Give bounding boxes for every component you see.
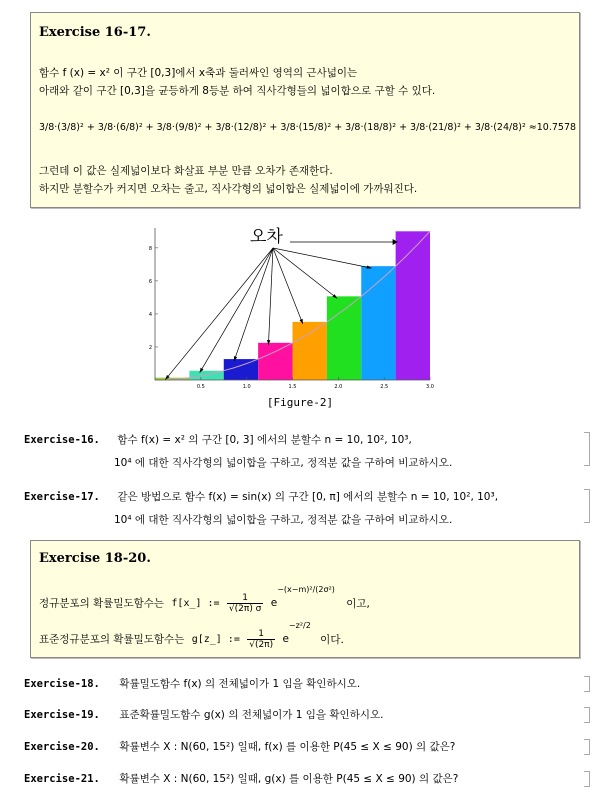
y-tick-label: 4 bbox=[148, 311, 152, 318]
chart-bar bbox=[361, 266, 395, 380]
riemann-sum-formula: 3/8·(3/8)² + 3/8·(6/8)² + 3/8·(9/8)² + 3/8·(12/8)² + 3/8·(15/8)² + 3/8·(18/8)² + 3/8·(21/8)² + 3/8·(24/8)² ≈10.7578 bbox=[39, 122, 577, 133]
box-title: Exercise 18-20. bbox=[39, 551, 151, 566]
exercise-17 bbox=[24, 489, 498, 504]
x-tick-label: 1.5 bbox=[288, 384, 297, 390]
error-annotation: 오차 bbox=[250, 227, 283, 247]
exercise-label: Exercise-21. bbox=[24, 773, 100, 785]
cell-bracket[interactable] bbox=[584, 676, 590, 692]
frac-den: √(2π) bbox=[249, 639, 274, 650]
intro-line-2: 아래와 같이 구간 [0,3]을 균등하게 8등분 하여 직사각형들의 넓이합으로 구할 수 있다. bbox=[39, 85, 436, 97]
exercise-label: Exercise-20. bbox=[24, 741, 100, 753]
std-prefix: 표준정규분포의 확률밀도함수는 bbox=[39, 633, 185, 646]
cell-bracket[interactable] bbox=[584, 771, 590, 787]
std-suffix: 이다. bbox=[320, 633, 344, 646]
cell-bracket[interactable] bbox=[584, 432, 590, 466]
exp-base: e bbox=[282, 633, 289, 645]
exercise-label: Exercise-16. bbox=[24, 434, 100, 446]
cell-bracket[interactable] bbox=[584, 707, 590, 723]
x-tick-label: 3.0 bbox=[426, 384, 434, 390]
chart-bar bbox=[258, 343, 292, 380]
pdf-suffix: 이고, bbox=[346, 597, 370, 610]
exercise-text: 함수 f(x) = x² 의 구간 [0, 3] 에서의 분할수 n = 10, 10², 10³, bbox=[117, 434, 412, 446]
exercise-text: 10⁴ 에 대한 직사각형의 넓이합을 구하고, 정적분 값을 구하여 비교하시오. bbox=[114, 514, 453, 526]
y-tick-label: 6 bbox=[148, 278, 152, 285]
exercise-text: 확률변수 X : N(60, 15²) 일때, f(x) 를 이용한 P(45 ≤ X ≤ 90) 의 값은? bbox=[119, 741, 456, 753]
pdf-prefix: 정규분포의 확률밀도함수는 bbox=[39, 597, 165, 610]
exercise-20 bbox=[24, 739, 455, 754]
error-arrow bbox=[273, 248, 372, 268]
intro-line-1: 함수 f (x) = x² 이 구간 [0,3]에서 x축과 둘러싸인 영역의 근사넓이는 bbox=[39, 67, 358, 79]
exercise-21 bbox=[24, 771, 458, 786]
exercise-17-cont bbox=[114, 512, 452, 527]
exercise-label: Exercise-19. bbox=[24, 709, 100, 721]
y-tick-label: 8 bbox=[148, 245, 152, 252]
cell-bracket[interactable] bbox=[584, 739, 590, 755]
exp-power: −z²/2 bbox=[288, 621, 311, 630]
exercise-18 bbox=[24, 676, 360, 691]
exercise-label: Exercise-17. bbox=[24, 491, 100, 503]
x-tick-label: 1.0 bbox=[242, 384, 251, 390]
error-arrow bbox=[268, 248, 273, 345]
figure-caption: [Figure-2] bbox=[266, 396, 334, 409]
pdf-fraction bbox=[227, 593, 263, 614]
exercise-text: 확률밀도함수 f(x) 의 전체넓이가 1 임을 확인하시오. bbox=[119, 678, 361, 690]
frac-num: 1 bbox=[247, 629, 275, 640]
pdf-definition bbox=[39, 585, 370, 615]
std-def: g[z_] := bbox=[191, 633, 240, 645]
x-tick-label: 2.0 bbox=[334, 384, 343, 390]
exercise-text: 표준확률밀도함수 g(x) 의 전체넓이가 1 임을 확인하시오. bbox=[119, 709, 384, 721]
note-line-2: 하지만 분할수가 커지면 오차는 줄고, 직사각형의 넓이합은 실제넓이에 가까워진다. bbox=[39, 183, 418, 195]
exercise-text: 확률변수 X : N(60, 15²) 일때, g(x) 를 이용한 P(45 ≤ X ≤ 90) 의 값은? bbox=[119, 773, 459, 785]
exercise-text: 10⁴ 에 대한 직사각형의 넓이합을 구하고, 정적분 값을 구하여 비교하시오. bbox=[114, 457, 453, 469]
pdf-def: f[x_] := bbox=[171, 597, 220, 609]
std-fraction bbox=[247, 629, 275, 650]
exercise-16 bbox=[24, 432, 412, 447]
exercise-19 bbox=[24, 707, 383, 722]
exercise-16-17-box bbox=[30, 12, 580, 208]
frac-num: 1 bbox=[227, 593, 263, 604]
exercise-16-cont bbox=[114, 455, 452, 470]
exp-base: e bbox=[270, 597, 278, 609]
exercise-text: 같은 방법으로 함수 f(x) = sin(x) 의 구간 [0, π] 에서의 분할수 n = 10, 10², 10³, bbox=[117, 491, 499, 503]
x-tick-label: 0.5 bbox=[196, 384, 205, 390]
cell-bracket[interactable] bbox=[584, 489, 590, 523]
note-line-1: 그런데 이 값은 실제넓이보다 화살표 부분 만큼 오차가 존재한다. bbox=[39, 165, 333, 177]
frac-den: √(2π) σ bbox=[228, 603, 262, 614]
y-tick-label: 2 bbox=[148, 344, 152, 351]
riemann-bar-chart bbox=[140, 220, 440, 390]
chart-bar bbox=[396, 231, 430, 380]
box-title: Exercise 16-17. bbox=[39, 25, 151, 40]
x-tick-label: 2.5 bbox=[380, 384, 389, 390]
chart-bar bbox=[327, 296, 361, 380]
exp-power: −(x−m)²/(2σ²) bbox=[277, 585, 335, 594]
chart-bar bbox=[293, 322, 327, 380]
std-pdf-definition bbox=[39, 621, 344, 651]
exercise-18-20-box bbox=[30, 540, 580, 658]
exercise-label: Exercise-18. bbox=[24, 678, 100, 690]
